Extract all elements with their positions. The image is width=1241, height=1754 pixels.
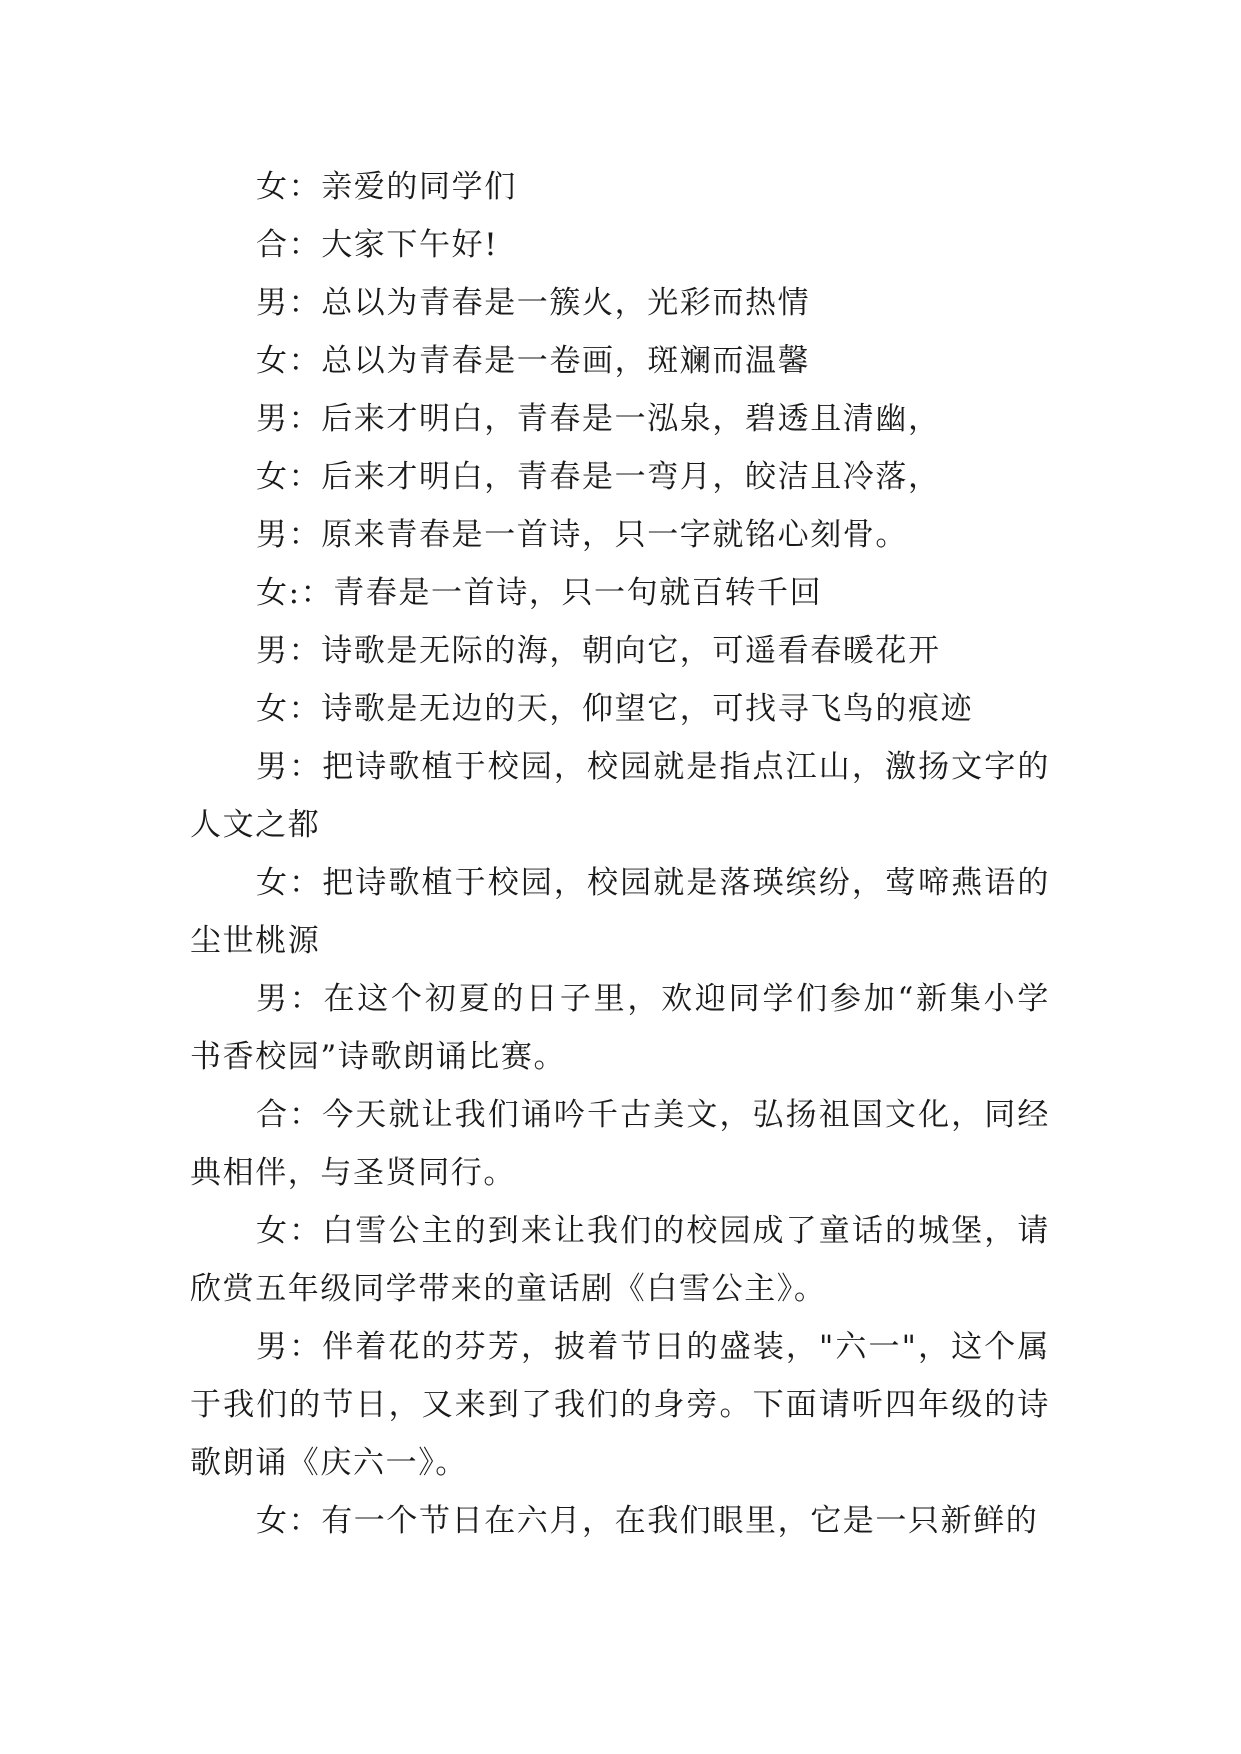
paragraph: 男：后来才明白，青春是一泓泉，碧透且清幽， bbox=[256, 401, 941, 437]
paragraph: 男：把诗歌植于校园，校园就是指点江山，激扬文字的人文之都 bbox=[190, 749, 1050, 843]
paragraph: 女：诗歌是无边的天，仰望它，可找寻飞鸟的痕迹 bbox=[256, 691, 974, 727]
paragraph: 男：诗歌是无际的海，朝向它，可遥看春暖花开 bbox=[256, 633, 941, 669]
document-body bbox=[190, 158, 1050, 1550]
paragraph: 女：后来才明白，青春是一弯月，皎洁且冷落， bbox=[256, 459, 941, 495]
paragraph: 合：今天就让我们诵吟千古美文，弘扬祖国文化，同经典相伴，与圣贤同行。 bbox=[190, 1097, 1050, 1191]
paragraph: 女：总以为青春是一卷画，斑斓而温馨 bbox=[256, 343, 811, 379]
paragraph: 女:：青春是一首诗，只一句就百转千回 bbox=[256, 575, 823, 611]
paragraph: 女：亲爱的同学们 bbox=[256, 169, 517, 205]
paragraph: 女：把诗歌植于校园，校园就是落瑛缤纷，莺啼燕语的尘世桃源 bbox=[190, 865, 1050, 959]
paragraph: 男：总以为青春是一簇火，光彩而热情 bbox=[256, 285, 811, 321]
paragraph: 合：大家下午好! bbox=[256, 227, 499, 263]
paragraph: 男：原来青春是一首诗，只一字就铭心刻骨。 bbox=[256, 517, 908, 553]
paragraph: 男：伴着花的芬芳，披着节日的盛装，"六一"，这个属于我们的节日，又来到了我们的身旁。下面请听四年级的诗歌朗诵《庆六一》。 bbox=[190, 1329, 1050, 1481]
paragraph: 女：白雪公主的到来让我们的校园成了童话的城堡，请欣赏五年级同学带来的童话剧《白雪公主》。 bbox=[190, 1213, 1050, 1307]
paragraph: 男：在这个初夏的日子里，欢迎同学们参加“新集小学书香校园”诗歌朗诵比赛。 bbox=[190, 981, 1050, 1075]
paragraph: 女：有一个节日在六月，在我们眼里，它是一只新鲜的 bbox=[256, 1503, 1039, 1539]
